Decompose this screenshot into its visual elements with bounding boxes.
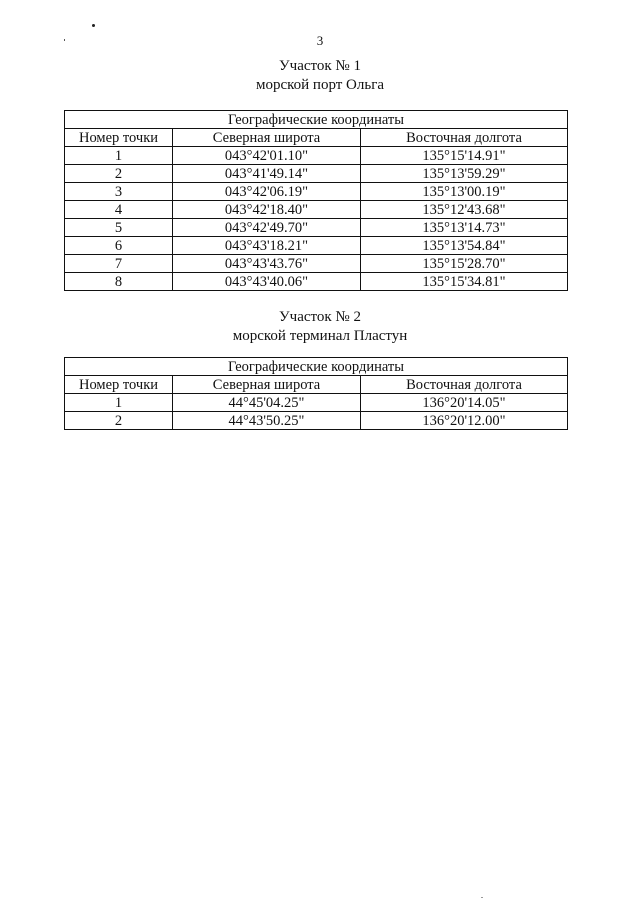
point-number-cell: 8 (65, 273, 173, 291)
section-2-coordinates-table (64, 357, 568, 430)
north-latitude-cell: 043°43'43.76" (173, 255, 361, 273)
table-row (65, 412, 568, 430)
point-number-cell: 4 (65, 201, 173, 219)
header-north-latitude: Северная широта (173, 376, 361, 394)
east-longitude-cell: 135°15'14.91" (361, 147, 568, 165)
table-row (65, 237, 568, 255)
north-latitude-cell: 043°43'40.06" (173, 273, 361, 291)
header-north-latitude: Северная широта (173, 129, 361, 147)
point-number-cell: 1 (65, 147, 173, 165)
table-caption-row (65, 358, 568, 376)
header-point-number: Номер точки (65, 129, 173, 147)
east-longitude-cell: 136°20'12.00" (361, 412, 568, 430)
east-longitude-cell: 136°20'14.05" (361, 394, 568, 412)
north-latitude-cell: 043°42'01.10" (173, 147, 361, 165)
table-row (65, 394, 568, 412)
point-number-cell: 3 (65, 183, 173, 201)
scan-mark (481, 897, 483, 898)
point-number-cell: 6 (65, 237, 173, 255)
table-row (65, 255, 568, 273)
east-longitude-cell: 135°12'43.68" (361, 201, 568, 219)
header-point-number: Номер точки (65, 376, 173, 394)
point-number-cell: 2 (65, 412, 173, 430)
north-latitude-cell: 043°42'18.40" (173, 201, 361, 219)
table-caption: Географические координаты (65, 358, 568, 376)
page-number: 3 (316, 33, 324, 48)
north-latitude-cell: 043°42'49.70" (173, 219, 361, 237)
table-header-row (65, 376, 568, 394)
table-row (65, 219, 568, 237)
point-number-cell: 1 (65, 394, 173, 412)
point-number-cell: 5 (65, 219, 173, 237)
header-east-longitude: Восточная долгота (361, 129, 568, 147)
north-latitude-cell: 44°43'50.25" (173, 412, 361, 430)
north-latitude-cell: 043°43'18.21" (173, 237, 361, 255)
north-latitude-cell: 043°41'49.14" (173, 165, 361, 183)
table-caption: Географические координаты (65, 111, 568, 129)
table-header-row (65, 129, 568, 147)
scan-mark (92, 24, 95, 27)
east-longitude-cell: 135°13'00.19" (361, 183, 568, 201)
east-longitude-cell: 135°13'59.29" (361, 165, 568, 183)
north-latitude-cell: 043°42'06.19" (173, 183, 361, 201)
east-longitude-cell: 135°13'14.73" (361, 219, 568, 237)
east-longitude-cell: 135°15'34.81" (361, 273, 568, 291)
table-row (65, 183, 568, 201)
section-2-title: Участок № 2 (279, 309, 361, 325)
table-row (65, 165, 568, 183)
point-number-cell: 2 (65, 165, 173, 183)
table-row (65, 147, 568, 165)
table-caption-row (65, 111, 568, 129)
east-longitude-cell: 135°15'28.70" (361, 255, 568, 273)
section-1-title: Участок № 1 (279, 58, 361, 74)
table-row (65, 201, 568, 219)
north-latitude-cell: 44°45'04.25" (173, 394, 361, 412)
section-2-subtitle: морской терминал Пластун (232, 328, 408, 344)
east-longitude-cell: 135°13'54.84" (361, 237, 568, 255)
point-number-cell: 7 (65, 255, 173, 273)
section-1-coordinates-table (64, 110, 568, 291)
header-east-longitude: Восточная долгота (361, 376, 568, 394)
section-1-subtitle: морской порт Ольга (255, 77, 385, 93)
table-row (65, 273, 568, 291)
